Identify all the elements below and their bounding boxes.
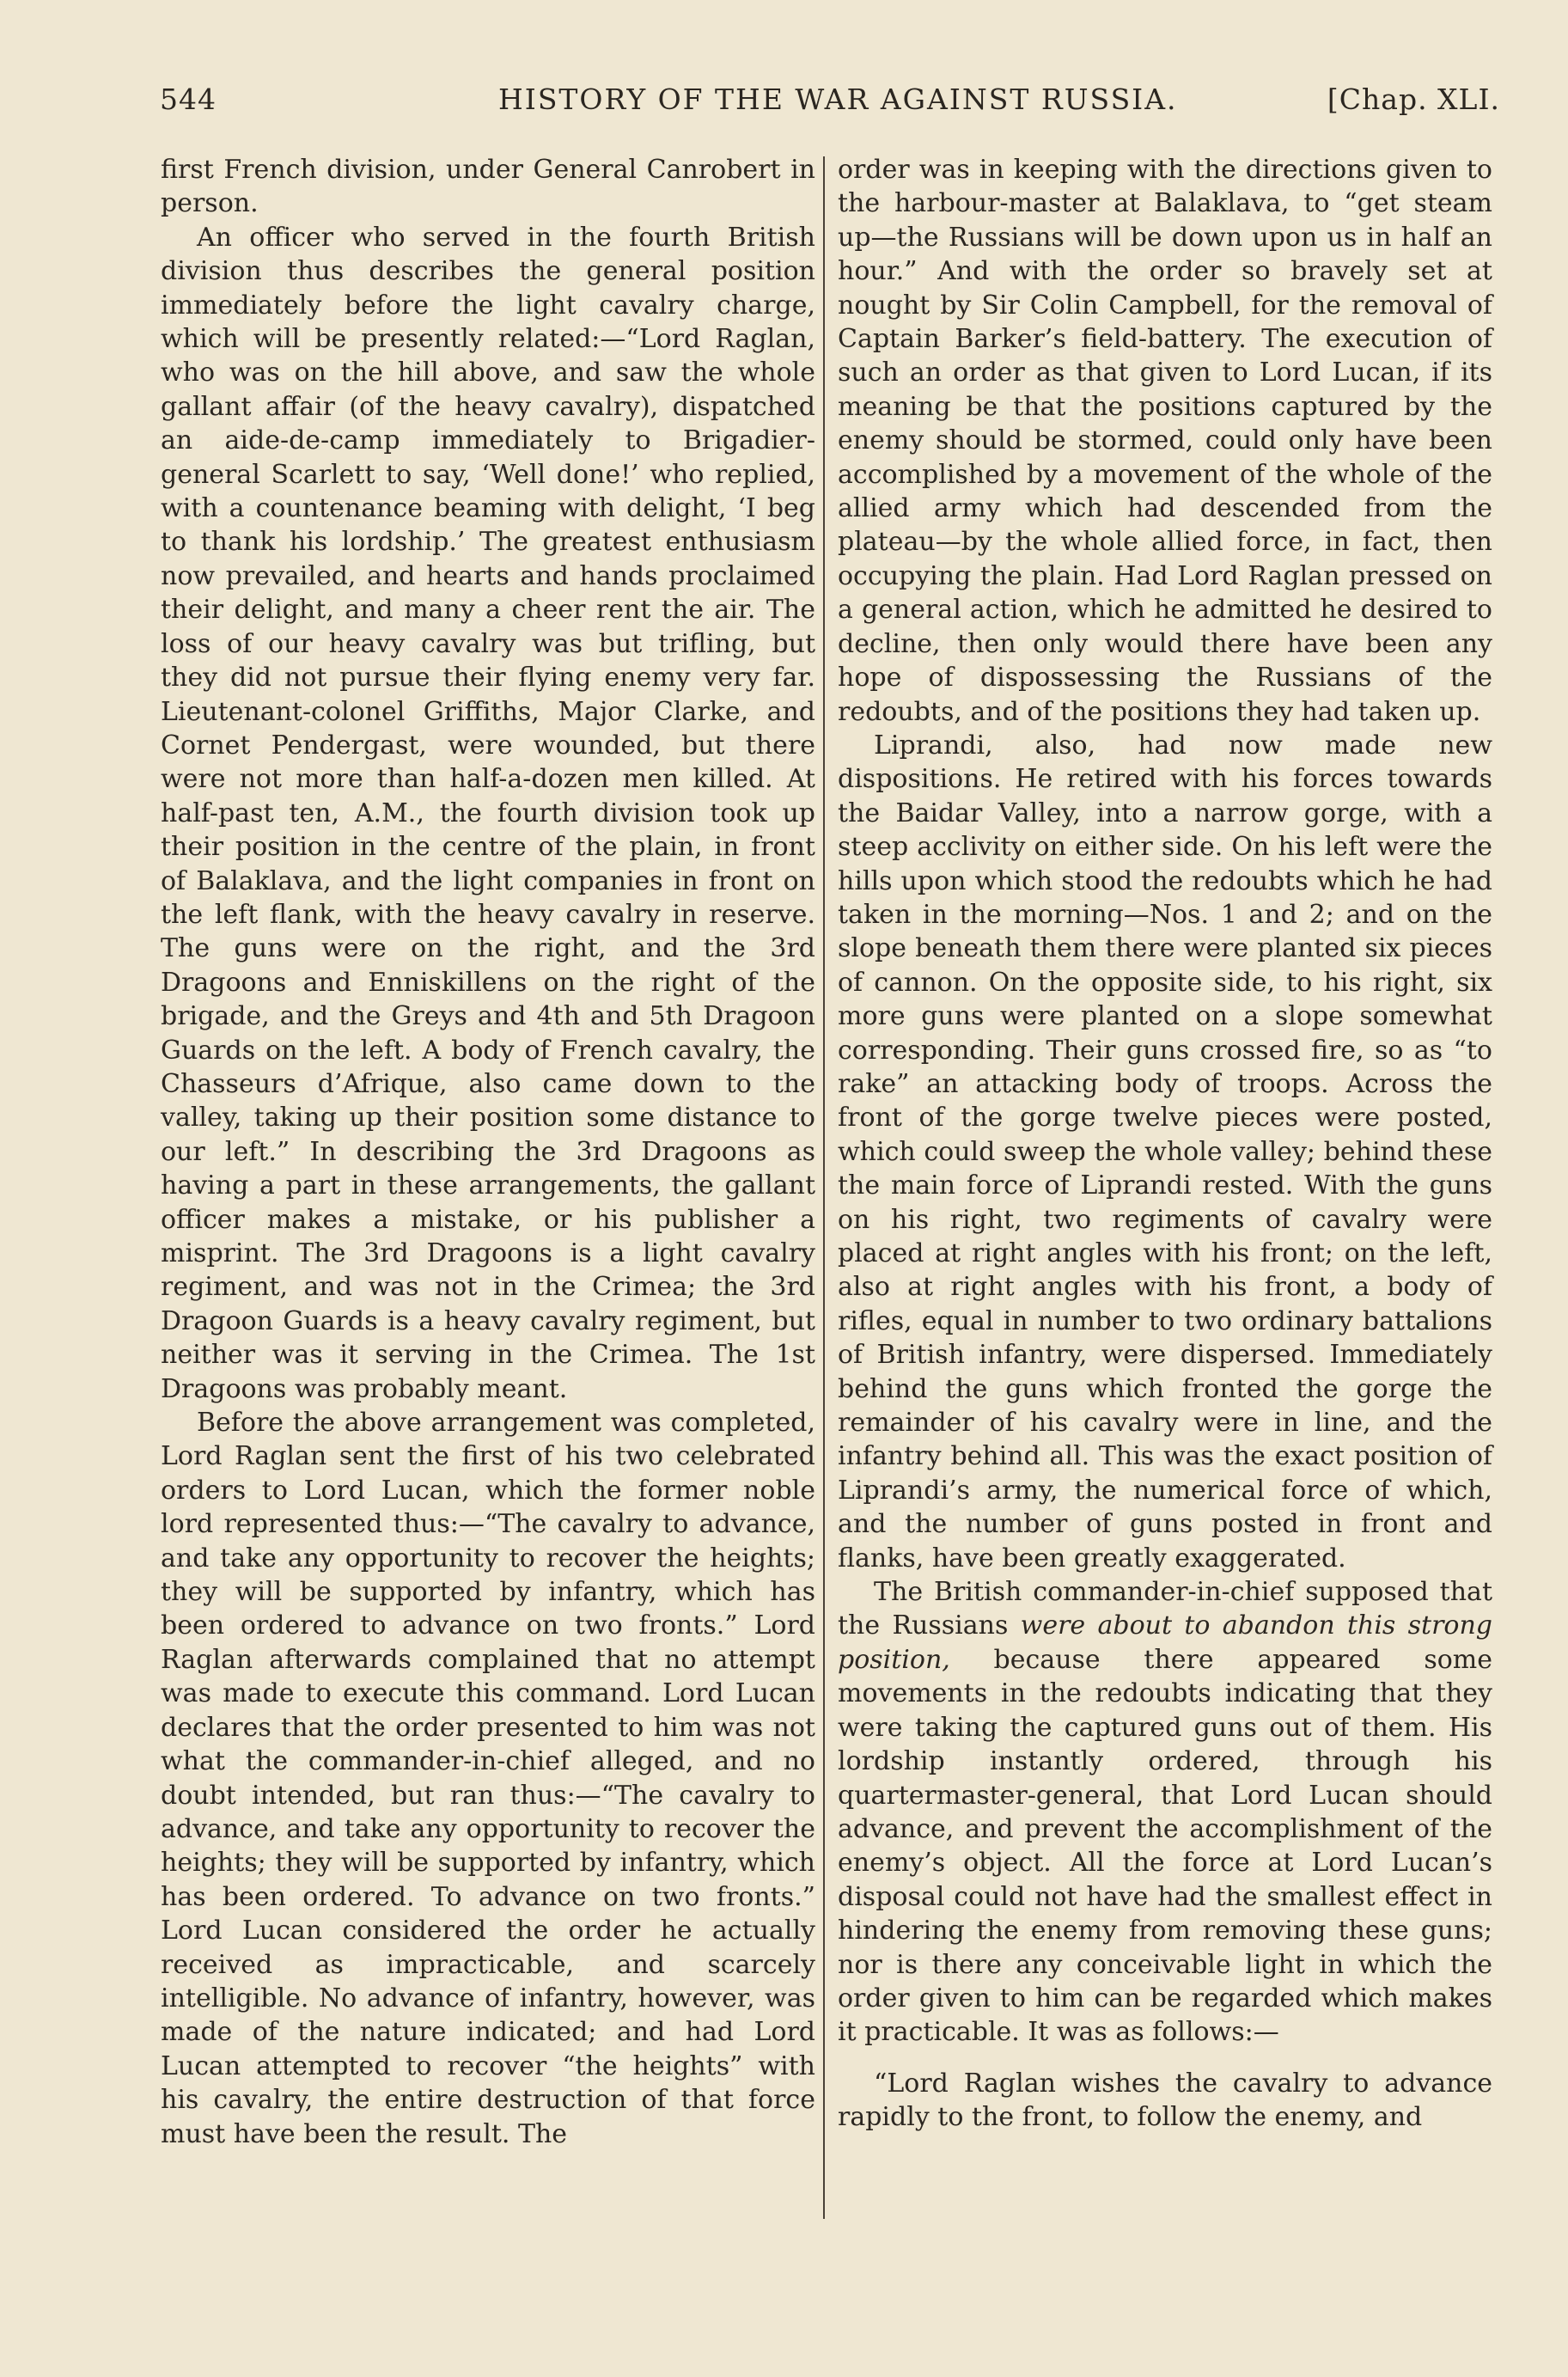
right-column bbox=[838, 153, 1492, 2135]
chapter-label: [Chap. XLI. bbox=[1327, 82, 1500, 116]
right-paragraph-1: order was in keeping with the directions given to the harbour-master at Balaklava, to “get steam up—the Russians will be down upon us in half an hour.” And with the order so bravely set at nought by Sir Colin Campbell, for the removal of Captain Barker’s field-battery. The execution of such an order as that given to Lord Lucan, if its meaning be that the positions captured by the enemy should be stormed, could only have been accomplished by a movement of the whole of the allied army which had descended from the plateau—by the whole allied force, in fact, then occupying the plain. Had Lord Raglan pressed on a general action, which he admitted he desired to decline, then only would there have been any hope of dispossessing the Russians of the redoubts, and of the positions they had taken up. bbox=[838, 155, 1492, 727]
right-paragraph-3 bbox=[838, 1575, 1492, 2050]
column-divider bbox=[823, 156, 825, 2219]
running-title: HISTORY OF THE WAR AGAINST RUSSIA. bbox=[498, 82, 1178, 116]
right-paragraph-2: Liprandi, also, had now made new dispositions. He retired with his forces towards the Baidar Valley, into a narrow gorge, with a steep acclivity on either side. On his left were the hills upon which stood the redoubts which he had taken in the morning—Nos. 1 and 2; and on the slope beneath them there were planted six pieces of cannon. On the opposite side, to his right, six more guns were planted on a slope somewhat corresponding. Their guns crossed fire, so as “to rake” an attacking body of troops. Across the front of the gorge twelve pieces were posted, which could sweep the whole valley; behind these the main force of Liprandi rested. With the guns on his right, two regiments of cavalry were placed at right angles with his front; on the left, also at right angles with his front, a body of rifles, equal in number to two ordinary battalions of British infantry, were dispersed. Immediately behind the guns which fronted the gorge the remainder of his cavalry were in line, and the infantry behind all. This was the exact position of Liprandi’s army, the numerical force of which, and the number of guns posted in front and flanks, have been greatly exaggerated. bbox=[838, 730, 1492, 1573]
right-paragraph-4-quote: “Lord Raglan wishes the cavalry to advance rapidly to the front, to follow the enemy, and bbox=[838, 2068, 1492, 2133]
left-paragraph-2: An officer who served in the fourth British division thus describes the general position immediately before the light cavalry charge, which will be presently related:—“Lord Raglan, who was on the hill above, and saw the whole gallant affair (of the heavy cavalry), dispatched an aide-de-camp immediately to Brigadier-general Scarlett to say, ‘Well done!’ who replied, with a countenance beaming with delight, ‘I beg to thank his lordship.’ The greatest enthusiasm now prevailed, and hearts and hands proclaimed their delight, and many a cheer rent the air. The loss of our heavy cavalry was but trifling, but they did not pursue their flying enemy very far. Lieutenant-colonel Griffiths, Major Clarke, and Cornet Pendergast, were wounded, but there were not more than half-a-dozen men killed. At half-past ten, A.M., the fourth division took up their position in the centre of the plain, in front of Balaklava, and the light companies in front on the left flank, with the heavy cavalry in reserve. The guns were on the right, and the 3rd Dragoons and Enniskillens on the right of the brigade, and the Greys and 4th and 5th Dragoon Guards on the left. A body of French cavalry, the Chasseurs d’Afrique, also came down to the valley, taking up their position some distance to our left.” In describing the 3rd Dragoons as having a part in these arrangements, the gallant officer makes a mistake, or his publisher a misprint. The 3rd Dragoons is a light cavalry regiment, and was not in the Crimea; the 3rd Dragoon Guards is a heavy cavalry regiment, but neither was it serving in the Crimea. The 1st Dragoons was probably meant. bbox=[161, 222, 815, 1404]
page-number: 544 bbox=[160, 82, 217, 116]
running-header bbox=[160, 82, 1500, 131]
right-paragraph-3-italic: were about to abandon this strong position, bbox=[838, 1610, 1493, 1675]
left-paragraph-1: first French division, under General Canrobert in person. bbox=[161, 155, 815, 219]
left-column bbox=[161, 153, 815, 2151]
right-paragraph-3-start: The British commander-in-chief supposed that the Russians bbox=[838, 1577, 1492, 1641]
left-paragraph-3: Before the above arrangement was completed, Lord Raglan sent the first of his two celebrated orders to Lord Lucan, which the former noble lord represented thus:—“The cavalry to advance, and take any opportunity to recover the heights; they will be supported by infantry, which has been ordered to advance on two fronts.” Lord Raglan afterwards complained that no attempt was made to execute this command. Lord Lucan declares that the order presented to him was not what the commander-in-chief alleged, and no doubt intended, but ran thus:—“The cavalry to advance, and take any opportunity to recover the heights; they will be supported by infantry, which has been ordered. To advance on two fronts.” Lord Lucan considered the order he actually received as impracticable, and scarcely intelligible. No advance of infantry, however, was made of the nature indicated; and had Lord Lucan attempted to recover “the heights” with his cavalry, the entire destruction of that force must have been the result. The bbox=[161, 1408, 815, 2149]
right-paragraph-3-end: because there appeared some movements in the redoubts indicating that they were taking the captured guns out of them. His lordship instantly ordered, through his quartermaster-general, that Lord Lucan should advance, and prevent the accomplishment of the enemy’s object. All the force at Lord Lucan’s disposal could not have had the smallest effect in hindering the enemy from removing these guns; nor is there any conceivable light in which the order given to him can be regarded which makes it practicable. It was as follows:— bbox=[838, 1644, 1492, 2048]
